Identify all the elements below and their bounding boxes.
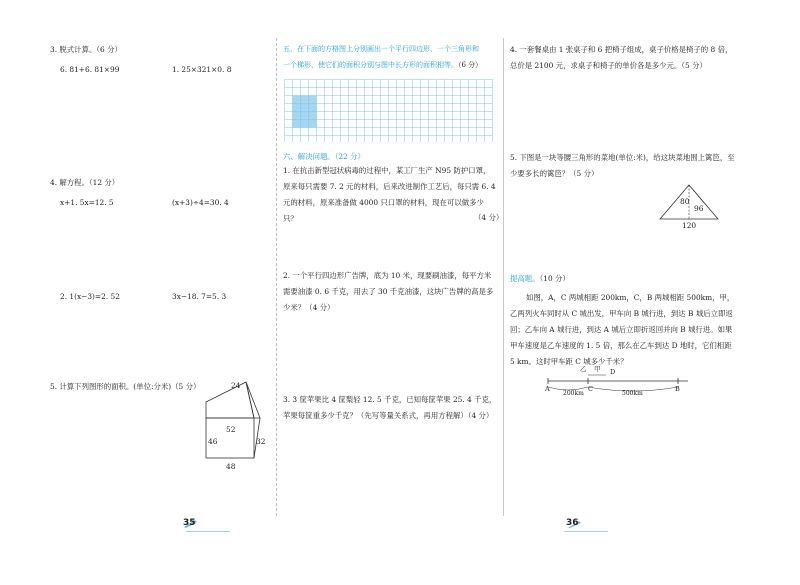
bonus-title-text: 提高题。 <box>510 274 540 283</box>
section5-title-text: 一个梯形，使它们的面积分别与图中长方形的面积相等。 <box>283 61 458 69</box>
fig-label-left: 46 <box>208 437 218 446</box>
bonus-text: 如图，A，C 两城相距 200km，C，B 两城相距 500km，甲，乙两列火车同时从 C 城出发，甲车向 B 城行进，到达 B 城后立即返回；乙车向 A 城行进，到达 A 城后立即折返回并向 B 城行进。如果甲车速度是乙车速度的 1. 5 倍，那么在乙车到达 D 地时，它们相距 5 km。这时甲车距 C 城多少千米？ <box>510 293 735 366</box>
column-divider-left <box>276 38 277 516</box>
page-number-36: 36 <box>566 518 579 528</box>
page-underline-right <box>564 531 608 532</box>
diagram-label-c: C <box>588 385 593 393</box>
tri-label-96: 96 <box>694 204 704 213</box>
diagram-label-ac: 200km <box>563 390 584 397</box>
tri-label-80: 80 <box>680 197 690 206</box>
q4-eq-c: 2. 1(x−3)=2. 52 <box>60 292 120 301</box>
q3-apple-text: 3. 3 筐苹果比 4 筐梨轻 12. 5 千克，已知每筐苹果 25. 4 千克，苹果每筐重多少千克？（先写等量关系式，再用方程解）（4 分） <box>283 395 497 420</box>
bonus-title <box>510 273 570 284</box>
q5-title: 5. 计算下列图形的面积。(单位:分米)（5 分） <box>50 382 201 391</box>
drawing-grid[interactable] <box>283 78 495 142</box>
fig-label-bottom: 48 <box>226 462 236 471</box>
page-number-left <box>183 518 199 528</box>
q3-title: 3. 脱式计算。（6 分） <box>50 45 122 54</box>
diagram-label-yi: 乙 <box>580 365 587 373</box>
q1-text: 1. 在抗击新型冠状病毒的过程中，某工厂生产 N95 防护口罩，原来每只需要 7. 2 元的材料，后来改进制作工艺后，每只需 6. 4 元的材料，原来准备做 4000 只口罩的材料，现在可以做多少只？ <box>283 166 496 223</box>
diagram-label-cb: 500km <box>622 390 643 397</box>
diagram-label-jia: 甲 <box>594 365 601 373</box>
q4-title: 4. 解方程。（12 分） <box>50 178 120 187</box>
q2-text: 2. 一个平行四边形广告牌，底为 10 米，现要刷油漆，每平方米需要油漆 0. 6 千克，用去了 30 千克油漆，这块广告牌的高是多少米？（4 分） <box>283 271 494 312</box>
q4-eq-b: (x+3)÷4=30. 4 <box>172 198 229 207</box>
diagram-label-b: B <box>675 385 680 393</box>
page-number-35: 35 <box>183 518 196 528</box>
q1-score: （4 分） <box>474 213 504 222</box>
tri-label-120: 120 <box>682 221 697 230</box>
page-number-right <box>566 518 582 528</box>
q4-eq-d: 3x−18. 7=5. 3 <box>172 292 227 301</box>
q3-expr-b: 1. 25×321×0. 8 <box>172 65 232 74</box>
section5-score: （6 分） <box>458 61 483 69</box>
fig-label-top: 24 <box>231 381 241 390</box>
center-binding-line <box>503 38 504 516</box>
q4-table-text: 4. 一套餐桌由 1 张桌子和 6 把椅子组成，桌子价格是椅子的 8 倍，总价是 2100 元，求桌子和椅子的单价各是多少元。（5 分） <box>510 45 733 70</box>
fig-label-right: 32 <box>256 437 266 446</box>
q3-expr-a: 6. 81+6. 81×99 <box>60 65 120 74</box>
q4-eq-a: x+1. 5x=12. 5 <box>60 198 114 207</box>
page-underline-left <box>186 531 230 532</box>
fig-label-mid: 52 <box>226 425 236 434</box>
q5-triangle-text: 5. 下图是一块等腰三角形的菜地(单位:米)，给这块菜地围上篱笆，至少要多长的篱笆？（5 分） <box>510 153 735 178</box>
section6-title: 六、解决问题。（22 分） <box>283 152 365 161</box>
section5-title-line2 <box>283 60 482 71</box>
section5-title-line1: 五、在下面的方格图上分别画出一个平行四边形、一个三角形和 <box>283 45 479 53</box>
bonus-score: （10 分） <box>539 274 570 283</box>
diagram-label-a: A <box>545 385 550 393</box>
diagram-label-d: D <box>610 368 616 376</box>
